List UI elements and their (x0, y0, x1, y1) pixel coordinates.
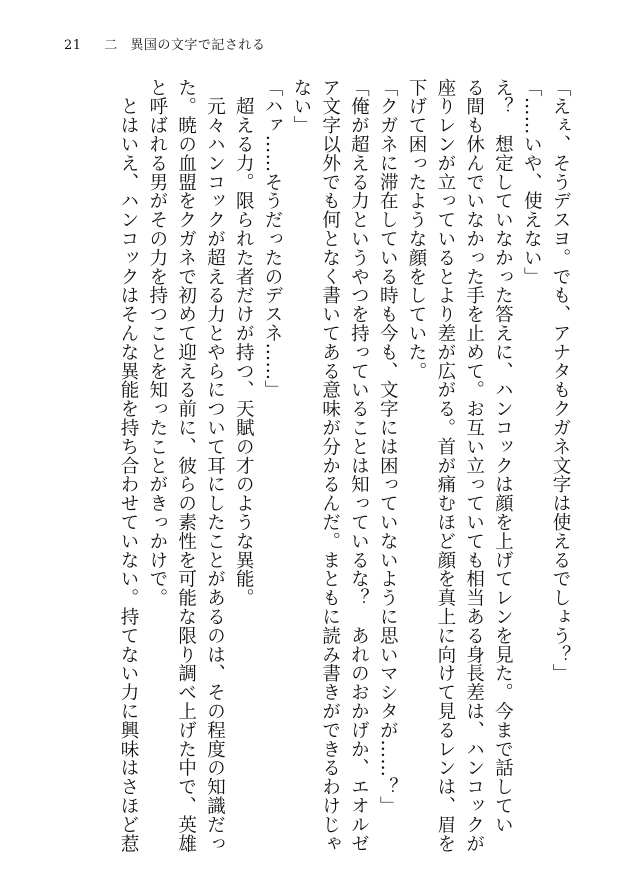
text-line: 「えぇ、そうデスヨ。でも、アナタもクガネ文字は使えるでしょう？」 (550, 78, 571, 683)
vertical-text-body (52, 78, 574, 868)
running-header (64, 34, 265, 53)
text-line: 「俺が超える力というやつを持っていることは知っているな？ あれのおかげか、エオルゼ (348, 78, 370, 853)
text-line: た。暁の血盟をクガネで初めて迎える前に、彼らの素性を可能な限り調べ上げた中で、英雄 (175, 78, 197, 853)
text-line: 座りレンが立っているとより差が広がる。首が痛むほど顔を真上に向けて見るレンは、眉を (434, 78, 456, 853)
text-line: 下げて困ったような顔をしていた。 (406, 78, 428, 381)
text-line: とはいえ、ハンコックはそんな異能を持ち合わせていない。持てない力に興味はさほど惹 (118, 78, 140, 853)
chapter-number: 二 (104, 38, 118, 53)
text-line: ア文字以外でも何となく書いてある意味が分かるんだ。まともに読み書きができるわけじゃ (319, 78, 341, 853)
page-number: 21 (64, 38, 82, 53)
text-line: ない」 (290, 78, 312, 135)
text-line: 「クガネに滞在している時も今も、文字には困っていないように思いマシタが……？」 (377, 78, 399, 816)
text-line: 超える力。限られた者だけが持つ、天賦の才のような異能。 (233, 78, 255, 608)
chapter-title: 異国の文字で記される (130, 38, 266, 53)
text-line: 「……いや、使えない」 (521, 78, 543, 286)
text-line: え？ 想定していなかった答えに、ハンコックは顔を上げてレンを見た。今まで話してい (492, 78, 514, 834)
text-line: る間も休んでいなかった手を止めて。お互い立っていても相当ある身長差は、ハンコックが (463, 78, 485, 853)
text-line: 元々ハンコックが超える力とやらについて耳にしたことがあるのは、その程度の知識だっ (204, 78, 226, 853)
text-line: と呼ばれる男がその力を持つことを知ったことがきっかけで。 (146, 78, 168, 608)
text-line: 「ハァ……そうだったのデスネ……」 (262, 78, 284, 400)
